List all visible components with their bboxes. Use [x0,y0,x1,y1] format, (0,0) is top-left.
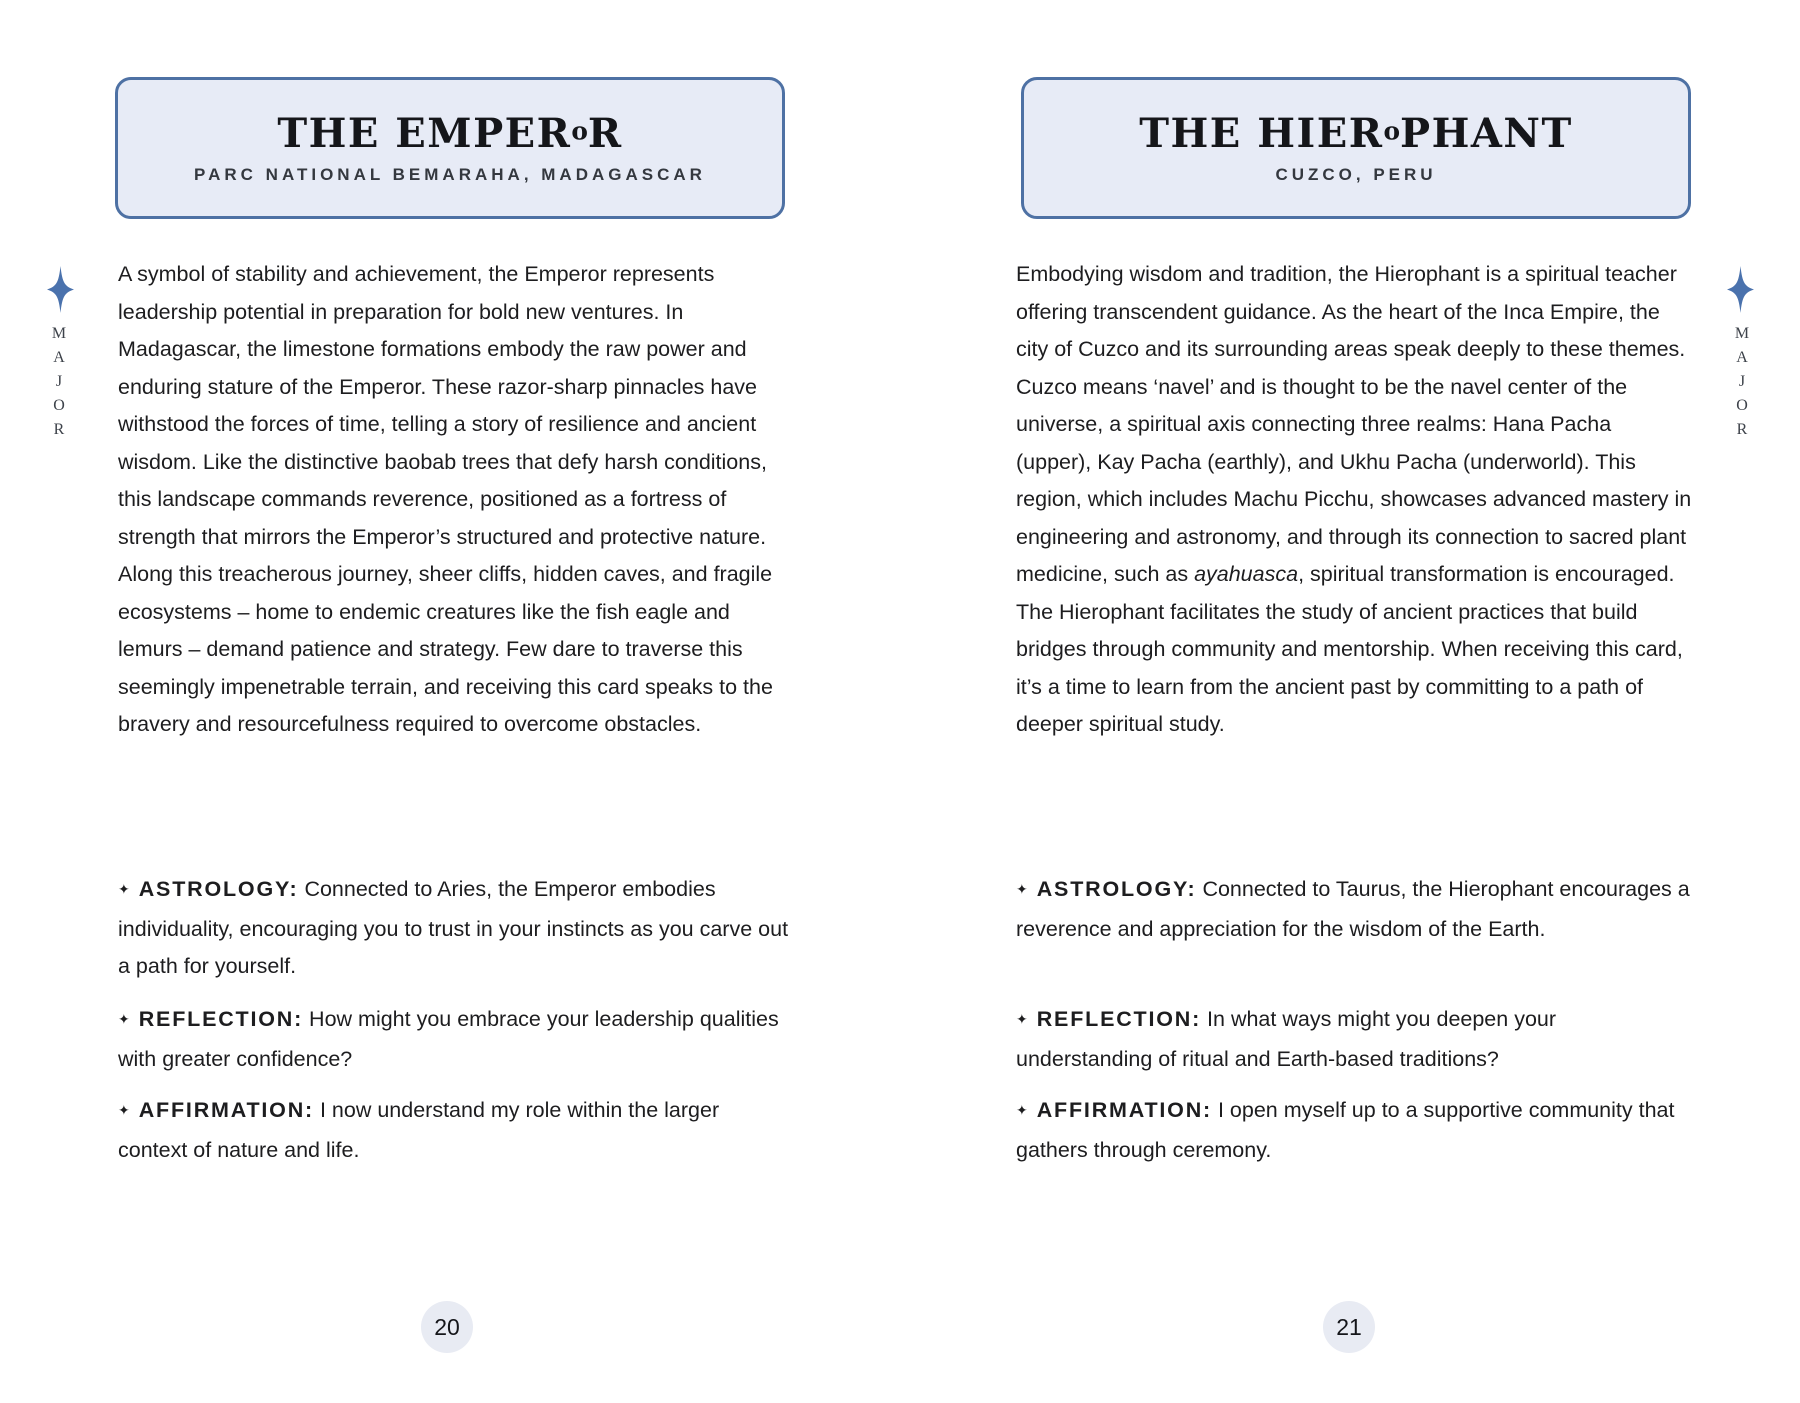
section-label: AFFIRMATION: [138,1098,314,1122]
card-title-box [1021,77,1691,219]
diamond-bullet-icon: ✦ [1016,1011,1028,1027]
card-title-small-o: o [571,116,588,146]
card-title-pre: THE HIER [1139,109,1384,157]
card-title-pre: THE EMPER [277,109,572,157]
diamond-bullet-icon: ✦ [118,881,130,897]
card-title [1139,109,1573,157]
affirmation-section [118,1092,794,1169]
card-title-post: R [587,109,623,157]
section-text: Connected to Aries, the Emperor embodies individuality, encouraging you to trust in your instincts as you carve out a path for yourself. [118,877,789,978]
card-title [277,109,623,157]
card-title-small-o: o [1383,116,1401,146]
margin-arcana-label: M A J O R [1734,325,1750,438]
card-description: Embodying wisdom and tradition, the Hierophant is a spiritual teacher offering transcendent guidance. As the heart of the Inca Empire, the city of Cuzco and its surrounding areas speak deeply to these themes. Cuzco means ‘navel’ and is thought to be the navel center of the universe, a spiritual axis connecting three realms: Hana Pacha (upper), Kay Pacha (earthly), and Ukhu Pacha (underworld). This region, which includes Machu Picchu, showcases advanced mastery in engineering and astronomy, and through its connection to sacred plant medicine, such as ayahuasca, spiritual transformation is encouraged. The Hierophant facilitates the study of ancient practices that build bridges through community and mentorship. When receiving this card, it’s a time to learn from the ancient past by committing to a path of deeper spiritual study. [1016,262,1692,736]
astrology-section [118,871,794,986]
section-label: REFLECTION: [1036,1007,1202,1031]
reflection-section [118,1001,794,1078]
section-text: Connected to Taurus, the Hierophant encourages a reverence and appreciation for the wisdom of the Earth. [1016,877,1690,941]
diamond-bullet-icon: ✦ [1016,881,1028,897]
reflection-section [1016,1001,1692,1078]
section-text: I open myself up to a supportive community that gathers through ceremony. [1016,1098,1675,1162]
card-description: A symbol of stability and achievement, the Emperor represents leadership potential in preparation for bold new ventures. In Madagascar, the limestone formations embody the raw power and enduring stature of the Emperor. These razor-sharp pinnacles have withstood the forces of time, telling a story of resilience and ancient wisdom. Like the distinctive baobab trees that defy harsh conditions, this landscape commands reverence, positioned as a fortress of strength that mirrors the Emperor’s structured and protective nature. Along this treacherous journey, sheer cliffs, hidden caves, and fragile ecosystems – home to endemic creatures like the fish eagle and lemurs – demand patience and strategy. Few dare to traverse this seemingly impenetrable terrain, and receiving this card speaks to the bravery and resourcefulness required to overcome obstacles. [118,262,773,736]
section-text: I now understand my role within the larger context of nature and life. [118,1098,720,1162]
margin-arcana-label: M A J O R [51,325,67,438]
section-text: How might you embrace your leadership qualities with greater confidence? [118,1007,779,1071]
section-label: ASTROLOGY: [138,877,299,901]
page-number-badge: 21 [1323,1301,1375,1353]
page-number-badge: 20 [421,1301,473,1353]
card-title-box [115,77,785,219]
diamond-bullet-icon: ✦ [118,1011,130,1027]
sparkle-star-icon [1727,266,1754,313]
affirmation-section [1016,1092,1692,1169]
card-title-post: PHANT [1400,109,1573,157]
section-text: In what ways might you deepen your understanding of ritual and Earth-based traditions? [1016,1007,1557,1071]
card-location-subtitle: PARC NATIONAL BEMARAHA, MADAGASCAR [194,164,706,184]
card-location-subtitle: CUZCO, PERU [1275,164,1437,184]
sparkle-star-icon [47,266,74,313]
section-label: ASTROLOGY: [1036,877,1197,901]
diamond-bullet-icon: ✦ [118,1102,130,1118]
section-label: REFLECTION: [138,1007,304,1031]
section-label: AFFIRMATION: [1036,1098,1212,1122]
astrology-section [1016,871,1692,948]
diamond-bullet-icon: ✦ [1016,1102,1028,1118]
